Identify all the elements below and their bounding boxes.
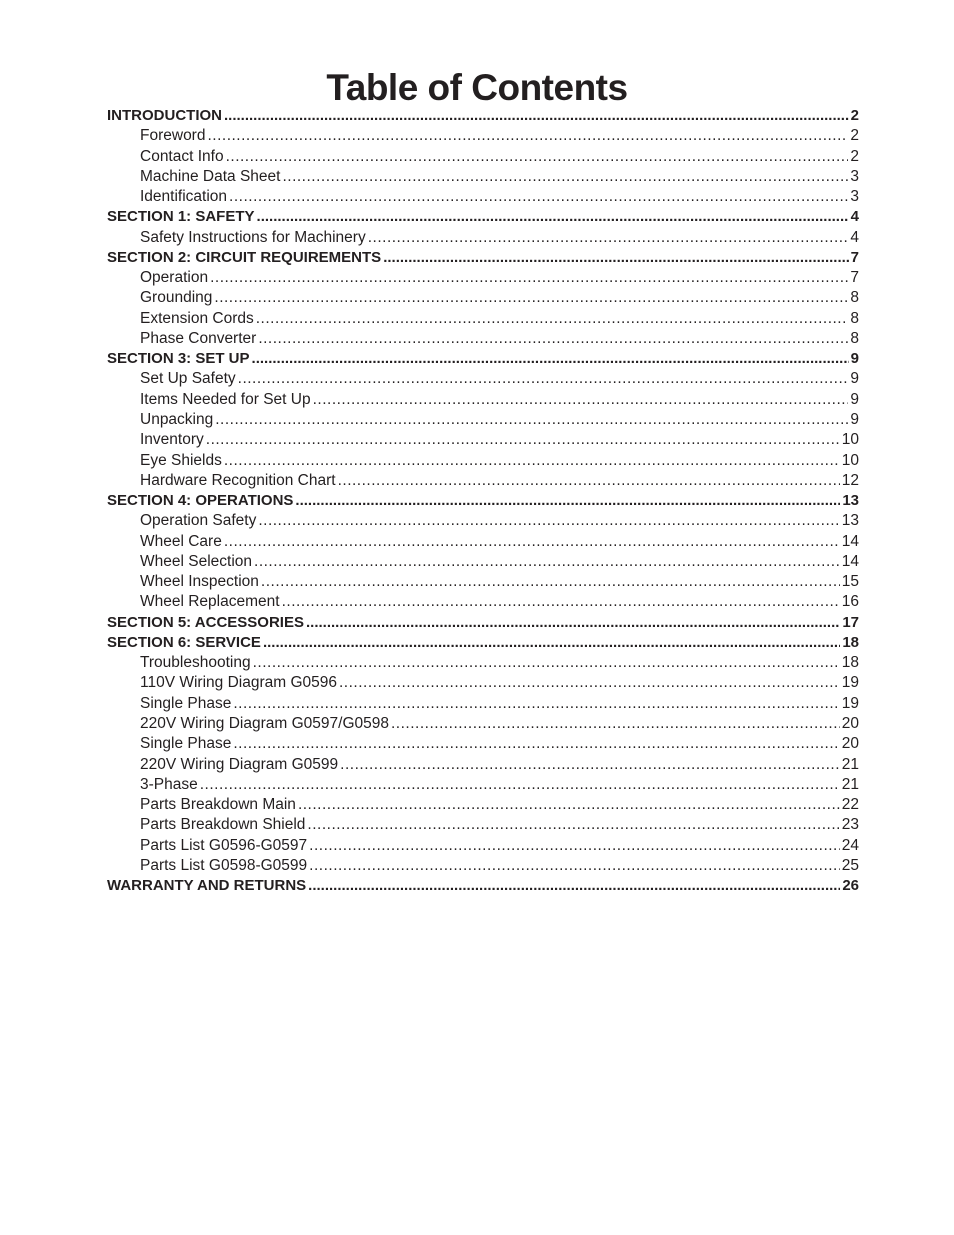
toc-subsection-entry[interactable]: [107, 187, 859, 207]
toc-dot-leader: [263, 633, 840, 653]
toc-dot-leader: [200, 775, 840, 795]
toc-entry-label: 220V Wiring Diagram G0597/G0598: [140, 714, 389, 732]
toc-page-number: 8: [850, 289, 859, 307]
toc-dot-leader: [229, 187, 848, 207]
toc-page-number: 16: [841, 593, 859, 611]
toc-entry-label: Parts Breakdown Main: [140, 796, 296, 814]
toc-entry-label: SECTION 5: ACCESSORIES: [107, 613, 304, 631]
toc-subsection-entry[interactable]: [107, 714, 859, 734]
toc-dot-leader: [295, 491, 840, 511]
toc-page-number: 18: [842, 633, 859, 651]
toc-entry-label: Wheel Selection: [140, 552, 253, 570]
toc-dot-leader: [298, 795, 840, 815]
toc-page-number: 15: [841, 573, 859, 591]
toc-dot-leader: [206, 430, 840, 450]
toc-subsection-entry[interactable]: [107, 288, 859, 308]
toc-dot-leader: [282, 167, 848, 187]
toc-subsection-entry[interactable]: [107, 410, 859, 430]
toc-entry-label: Single Phase: [140, 694, 232, 712]
toc-subsection-entry[interactable]: [107, 572, 859, 592]
toc-entry-label: Wheel Care: [140, 532, 222, 550]
toc-subsection-entry[interactable]: [107, 471, 859, 491]
toc-page-number: 9: [850, 370, 859, 388]
toc-entry-label: SECTION 1: SAFETY: [107, 208, 255, 226]
toc-subsection-entry[interactable]: [107, 167, 859, 187]
toc-entry-label: Parts Breakdown Shield: [140, 816, 306, 834]
toc-page-number: 23: [841, 816, 859, 834]
toc-entry-label: Safety Instructions for Machinery: [140, 228, 366, 246]
toc-page-number: 8: [850, 329, 859, 347]
toc-dot-leader: [339, 673, 840, 693]
toc-entry-label: Troubleshooting: [140, 654, 251, 672]
toc-subsection-entry[interactable]: [107, 451, 859, 471]
toc-subsection-entry[interactable]: [107, 653, 859, 673]
toc-subsection-entry[interactable]: [107, 755, 859, 775]
toc-subsection-entry[interactable]: [107, 694, 859, 714]
toc-entry-label: Foreword: [140, 127, 206, 145]
toc-page-number: 17: [842, 613, 859, 631]
toc-entry-label: Extension Cords: [140, 309, 254, 327]
toc-page-number: 21: [841, 775, 859, 793]
toc-entry-label: Set Up Safety: [140, 370, 236, 388]
toc-page-number: 3: [850, 188, 859, 206]
toc-page-number: 10: [841, 431, 859, 449]
toc-page-number: 4: [850, 208, 859, 226]
toc-entry-label: WARRANTY AND RETURNS: [107, 877, 307, 895]
toc-dot-leader: [383, 248, 848, 268]
toc-dot-leader: [210, 268, 848, 288]
toc-subsection-entry[interactable]: [107, 430, 859, 450]
toc-page-number: 20: [841, 714, 859, 732]
toc-subsection-entry[interactable]: [107, 592, 859, 612]
toc-entry-label: Machine Data Sheet: [140, 167, 281, 185]
toc-dot-leader: [261, 572, 840, 592]
toc-page-number: 14: [841, 532, 859, 550]
toc-page-number: 26: [842, 877, 859, 895]
toc-section-entry[interactable]: [107, 248, 859, 268]
toc-page-number: 19: [841, 674, 859, 692]
toc-dot-leader: [238, 369, 849, 389]
toc-subsection-entry[interactable]: [107, 815, 859, 835]
toc-page-number: 4: [850, 228, 859, 246]
toc-dot-leader: [282, 592, 840, 612]
toc-entry-label: Contact Info: [140, 147, 224, 165]
toc-page-number: 12: [841, 471, 859, 489]
toc-subsection-entry[interactable]: [107, 390, 859, 410]
toc-subsection-entry[interactable]: [107, 734, 859, 754]
toc-page-number: 3: [850, 167, 859, 185]
toc-subsection-entry[interactable]: [107, 532, 859, 552]
toc-page-number: 19: [841, 694, 859, 712]
page-title: Table of Contents: [326, 67, 628, 108]
toc-section-entry[interactable]: [107, 106, 859, 126]
toc-dot-leader: [368, 228, 849, 248]
toc-subsection-entry[interactable]: [107, 673, 859, 693]
toc-dot-leader: [224, 106, 849, 126]
toc-subsection-entry[interactable]: [107, 369, 859, 389]
toc-page-number: 25: [841, 856, 859, 874]
toc-page-number: 22: [841, 796, 859, 814]
toc-dot-leader: [226, 147, 849, 167]
toc-page-number: 21: [841, 755, 859, 773]
table-of-contents: [107, 106, 859, 896]
toc-page-number: 20: [841, 735, 859, 753]
toc-entry-label: SECTION 2: CIRCUIT REQUIREMENTS: [107, 248, 382, 266]
toc-page-number: 2: [850, 127, 859, 145]
toc-entry-label: Single Phase: [140, 735, 232, 753]
toc-dot-leader: [258, 329, 848, 349]
toc-page-number: 10: [841, 451, 859, 469]
toc-entry-label: Parts List G0596-G0597: [140, 836, 308, 854]
toc-dot-leader: [257, 207, 849, 227]
toc-subsection-entry[interactable]: [107, 329, 859, 349]
toc-subsection-entry[interactable]: [107, 309, 859, 329]
toc-dot-leader: [252, 349, 849, 369]
toc-subsection-entry[interactable]: [107, 511, 859, 531]
toc-subsection-entry[interactable]: [107, 126, 859, 146]
toc-dot-leader: [215, 410, 848, 430]
toc-dot-leader: [307, 815, 839, 835]
toc-dot-leader: [309, 856, 840, 876]
toc-entry-label: Operation Safety: [140, 512, 257, 530]
toc-dot-leader: [207, 126, 848, 146]
toc-dot-leader: [233, 694, 839, 714]
toc-section-entry[interactable]: [107, 491, 859, 511]
toc-section-entry[interactable]: [107, 876, 859, 896]
toc-entry-label: Inventory: [140, 431, 204, 449]
toc-entry-label: Phase Converter: [140, 329, 257, 347]
toc-page-number: 24: [841, 836, 859, 854]
toc-subsection-entry[interactable]: [107, 228, 859, 248]
toc-section-entry[interactable]: [107, 207, 859, 227]
toc-subsection-entry[interactable]: [107, 147, 859, 167]
toc-section-entry[interactable]: [107, 613, 859, 633]
toc-page-number: 2: [850, 147, 859, 165]
toc-entry-label: SECTION 4: OPERATIONS: [107, 492, 294, 510]
toc-subsection-entry[interactable]: [107, 775, 859, 795]
toc-dot-leader: [309, 836, 840, 856]
toc-page-number: 7: [850, 269, 859, 287]
toc-page-number: 9: [850, 390, 859, 408]
toc-entry-label: Identification: [140, 188, 228, 206]
toc-section-entry[interactable]: [107, 349, 859, 369]
toc-page-number: 13: [841, 512, 859, 530]
toc-entry-label: Wheel Replacement: [140, 593, 280, 611]
toc-dot-leader: [224, 532, 840, 552]
toc-dot-leader: [256, 309, 849, 329]
toc-entry-label: Eye Shields: [140, 451, 222, 469]
toc-dot-leader: [338, 471, 840, 491]
toc-entry-label: 110V Wiring Diagram G0596: [140, 674, 337, 692]
toc-entry-label: Operation: [140, 269, 209, 287]
toc-entry-label: Items Needed for Set Up: [140, 390, 311, 408]
toc-dot-leader: [254, 552, 840, 572]
toc-dot-leader: [233, 734, 839, 754]
toc-subsection-entry[interactable]: [107, 836, 859, 856]
toc-page-number: 2: [850, 107, 859, 124]
toc-entry-label: Wheel Inspection: [140, 573, 259, 591]
toc-entry-label: SECTION 3: SET UP: [107, 350, 250, 368]
toc-dot-leader: [313, 390, 849, 410]
toc-entry-label: Hardware Recognition Chart: [140, 471, 336, 489]
toc-page-number: 14: [841, 552, 859, 570]
toc-page-number: 9: [850, 350, 859, 368]
toc-dot-leader: [306, 613, 840, 633]
toc-page-number: 13: [842, 492, 859, 510]
toc-subsection-entry[interactable]: [107, 795, 859, 815]
toc-entry-label: SECTION 6: SERVICE: [107, 633, 261, 651]
toc-page-number: 9: [850, 410, 859, 428]
toc-dot-leader: [253, 653, 840, 673]
toc-entry-label: Unpacking: [140, 410, 214, 428]
toc-dot-leader: [308, 876, 840, 896]
toc-entry-label: Parts List G0598-G0599: [140, 856, 308, 874]
toc-entry-label: Grounding: [140, 289, 213, 307]
toc-page-number: 18: [841, 654, 859, 672]
toc-dot-leader: [340, 755, 840, 775]
toc-entry-label: 220V Wiring Diagram G0599: [140, 755, 339, 773]
toc-entry-label: INTRODUCTION: [107, 107, 222, 124]
toc-subsection-entry[interactable]: [107, 856, 859, 876]
toc-dot-leader: [214, 288, 848, 308]
toc-dot-leader: [224, 451, 840, 471]
toc-dot-leader: [258, 511, 839, 531]
toc-entry-label: 3-Phase: [140, 775, 198, 793]
toc-dot-leader: [391, 714, 840, 734]
toc-subsection-entry[interactable]: [107, 268, 859, 288]
toc-page-number: 8: [850, 309, 859, 327]
toc-page-number: 7: [850, 248, 859, 266]
toc-section-entry[interactable]: [107, 633, 859, 653]
toc-subsection-entry[interactable]: [107, 552, 859, 572]
